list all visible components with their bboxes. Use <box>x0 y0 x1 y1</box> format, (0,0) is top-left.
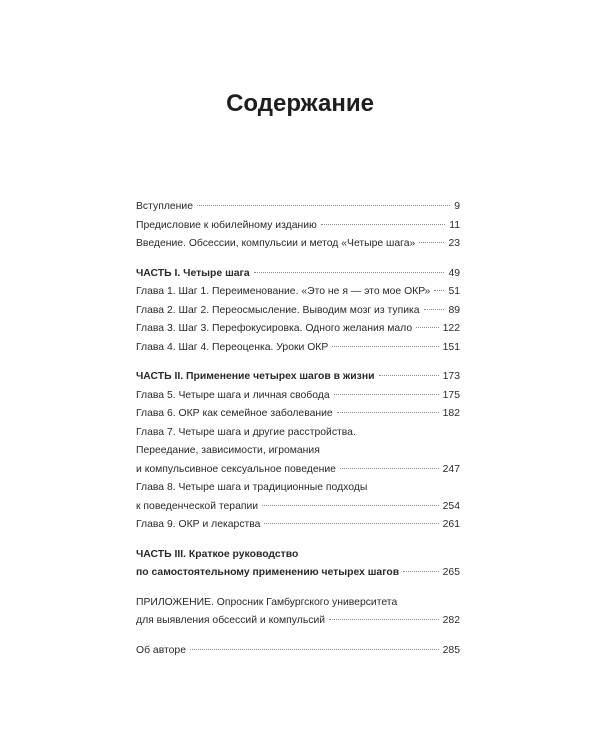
toc-entry-last-line <box>136 612 460 631</box>
toc-entry-page: 151 <box>442 341 460 353</box>
toc-entry-introduction <box>136 235 460 254</box>
toc-entry-part-2 <box>136 368 460 387</box>
toc-entry-title: по самостоятельному применению четырех шагов <box>136 567 400 578</box>
toc-entry-chapter-4 <box>136 339 460 358</box>
toc-entry-page: 182 <box>442 408 460 419</box>
section-gap <box>136 583 460 594</box>
toc-entry-title: Глава 9. ОКР и лекарства <box>136 519 261 530</box>
toc-entry-last-line <box>136 498 460 517</box>
toc-entry-page: 173 <box>442 371 460 382</box>
toc-entry-title-line: ЧАСТЬ III. Краткое руководство <box>136 548 299 560</box>
toc-entry-page: 23 <box>448 238 460 249</box>
toc-entry-title: и компульсивное сексуальное поведение <box>136 463 336 475</box>
toc-entry-page: 51 <box>448 286 460 297</box>
toc-entry-page: 265 <box>442 567 460 578</box>
table-of-contents <box>136 198 460 660</box>
dot-leader <box>197 205 450 206</box>
toc-entry-about-author <box>136 642 460 661</box>
dot-leader <box>262 505 439 506</box>
toc-entry-chapter-8 <box>136 479 460 516</box>
toc-entry-chapter-5 <box>136 387 460 406</box>
dot-leader <box>337 412 439 413</box>
section-gap <box>136 357 460 368</box>
toc-entry-title: ЧАСТЬ II. Применение четырех шагов в жизни <box>136 371 375 382</box>
dot-leader <box>340 468 439 469</box>
dot-leader <box>419 242 444 243</box>
toc-entry-page: 261 <box>442 519 460 530</box>
dot-leader <box>321 224 445 225</box>
section-gap <box>136 254 460 265</box>
toc-entry-title-line: Глава 7. Четыре шага и другие расстройства. <box>136 426 356 438</box>
toc-entry-title: ЧАСТЬ I. Четыре шага <box>136 267 250 279</box>
dot-leader <box>329 619 439 620</box>
toc-entry-title: Вступление <box>136 201 193 212</box>
toc-entry-page: 89 <box>448 304 460 316</box>
toc-entry-page: 49 <box>448 267 460 279</box>
dot-leader <box>424 309 445 310</box>
toc-entry-title-line: ПРИЛОЖЕНИЕ. Опросник Гамбургского университета <box>136 596 398 608</box>
toc-entry-chapter-2 <box>136 302 460 321</box>
dot-leader <box>254 272 445 273</box>
toc-entry-last-line <box>136 461 460 480</box>
toc-entry-title: для выявления обсессий и компульсий <box>136 615 326 626</box>
toc-entry-appendix <box>136 594 460 631</box>
page-title: Содержание <box>226 90 374 117</box>
toc-entry-title: к поведенческой терапии <box>136 500 259 512</box>
toc-entry-chapter-1 <box>136 283 460 302</box>
toc-entry-page: 175 <box>442 389 460 401</box>
toc-entry-page: 282 <box>442 615 460 626</box>
toc-entry-part-3 <box>136 546 460 583</box>
toc-entry-page: 122 <box>442 323 460 334</box>
toc-entry-page: 9 <box>454 201 460 212</box>
toc-entry-chapter-6 <box>136 405 460 424</box>
section-gap <box>136 535 460 546</box>
toc-entry-title: Об авторе <box>136 644 186 656</box>
dot-leader <box>379 375 439 376</box>
toc-entry-title: Предисловие к юбилейному изданию <box>136 219 317 231</box>
dot-leader <box>334 394 439 395</box>
toc-entry-chapter-3 <box>136 320 460 339</box>
toc-entry-intro <box>136 198 460 217</box>
toc-entry-title: Глава 2. Шаг 2. Переосмысление. Выводим мозг из тупика <box>136 304 420 316</box>
dot-leader <box>416 327 439 328</box>
toc-entry-page: 254 <box>442 500 460 512</box>
dot-leader <box>264 523 438 524</box>
toc-entry-chapter-9 <box>136 516 460 535</box>
toc-entry-title: Введение. Обсессии, компульсии и метод «Четыре шага» <box>136 238 416 249</box>
toc-entry-title: Глава 3. Шаг 3. Перефокусировка. Одного желания мало <box>136 323 413 334</box>
dot-leader <box>332 346 438 347</box>
toc-entry-last-line <box>136 564 460 583</box>
toc-entry-title: Глава 6. ОКР как семейное заболевание <box>136 408 333 419</box>
toc-entry-page: 11 <box>449 219 460 231</box>
toc-entry-title-line: Переедание, зависимости, игромания <box>136 445 320 456</box>
dot-leader <box>434 290 444 291</box>
toc-entry-title: Глава 5. Четыре шага и личная свобода <box>136 389 330 401</box>
toc-entry-part-1 <box>136 265 460 284</box>
toc-entry-title: Глава 4. Шаг 4. Переоценка. Уроки ОКР <box>136 341 329 353</box>
toc-entry-chapter-7 <box>136 424 460 480</box>
dot-leader <box>403 571 439 572</box>
section-gap <box>136 631 460 642</box>
toc-entry-title: Глава 1. Шаг 1. Переименование. «Это не я — это мое ОКР» <box>136 286 431 297</box>
dot-leader <box>190 649 439 650</box>
toc-entry-preface <box>136 217 460 236</box>
toc-entry-page: 247 <box>442 463 460 475</box>
toc-entry-title-line: Глава 8. Четыре шага и традиционные подходы <box>136 482 368 493</box>
toc-entry-page: 285 <box>442 644 460 656</box>
